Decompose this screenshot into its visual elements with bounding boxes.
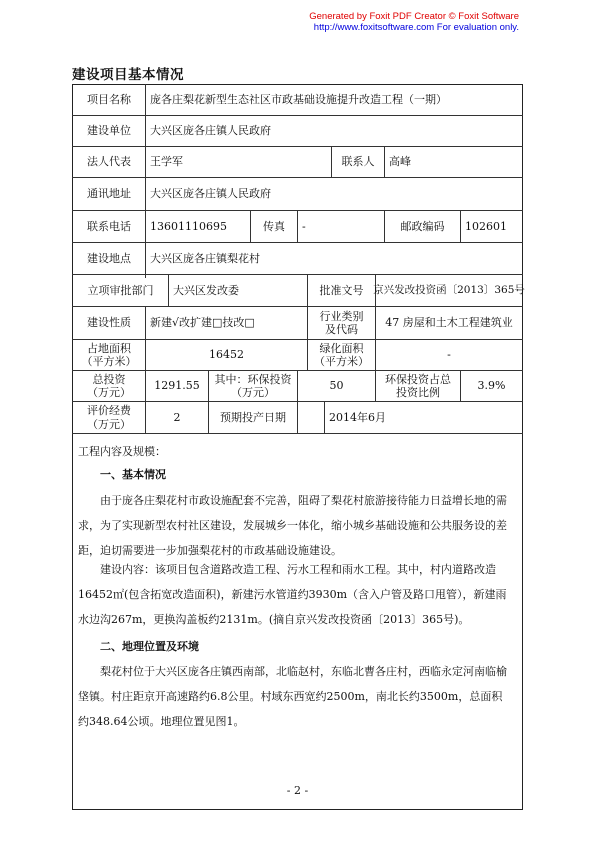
invest-label [73, 371, 145, 401]
project-name-value: 庞各庄梨花新型生态社区市政基础设施提升改造工程（一期） [150, 93, 447, 107]
legal-rep-value: 王学军 [150, 155, 183, 169]
green-label [308, 340, 375, 370]
env-invest-value: 50 [329, 379, 344, 393]
project-name-label: 项目名称 [87, 93, 131, 107]
approval-dept-label: 立项审批部门 [87, 283, 154, 297]
industry-label-line2: 及代码 [325, 323, 358, 336]
nature-label: 建设性质 [87, 316, 131, 330]
legal-rep-label: 法人代表 [87, 155, 131, 169]
nature-value: 新建√改扩建□技改□ [150, 316, 255, 330]
area-label [73, 340, 145, 370]
industry-value: 47 房屋和土木工程建筑业 [385, 316, 513, 330]
industry-label-line1: 行业类别 [319, 309, 364, 323]
fee-label-line2: （万元） [87, 417, 131, 431]
heading-basic-info: 一、基本情况 [100, 468, 166, 481]
site-value: 大兴区庞各庄镇梨花村 [150, 251, 260, 265]
unit-label: 建设单位 [87, 124, 131, 138]
env-invest-label-line2: （万元） [231, 386, 275, 399]
invest-label-line1: 总投资 [92, 372, 126, 386]
industry-label [308, 307, 375, 339]
ratio-value: 3.9% [477, 379, 506, 393]
ratio-label-line1: 环保投资占总 [385, 372, 451, 386]
postcode-value: 102601 [465, 219, 507, 233]
paragraph-location: 梨花村位于大兴区庞各庄镇西南部，北临赵村，东临北曹各庄村，西临永定河南临榆垡镇。村庄距京开高速路约6.8公里。村域东西宽约2500m，南北长约3500m，总面积约348.64公顷。地理位置见图1。 [78, 665, 507, 728]
postcode-label: 邮政编码 [400, 219, 445, 233]
env-invest-label [209, 371, 297, 401]
address-value: 大兴区庞各庄镇人民政府 [150, 187, 271, 201]
area-value: 16452 [209, 348, 244, 362]
content-intro: 工程内容及规模： [78, 445, 166, 458]
page-number: - 2 - [286, 784, 309, 797]
fee-value: 2 [173, 410, 181, 424]
row-divider [72, 433, 523, 434]
contact-label: 联系人 [341, 155, 375, 169]
section-title: 建设项目基本情况 [72, 67, 184, 83]
ratio-label [376, 371, 460, 401]
fee-label [73, 402, 145, 433]
area-label-line2: （平方米） [81, 355, 137, 368]
green-label-line2: （平方米） [314, 355, 369, 368]
phone-value: 13601110695 [150, 219, 227, 233]
site-label: 建设地点 [87, 251, 131, 265]
contact-value: 高峰 [389, 155, 411, 169]
address-label: 通讯地址 [87, 187, 131, 201]
area-label-line1: 占地面积 [87, 341, 131, 355]
ratio-label-line2: 投资比例 [396, 386, 440, 399]
paragraph-basic-info: 由于庞各庄梨花村市政设施配套不完善，阻碍了梨花村旅游接待能力日益增长地的需求，为了实现新型农村社区建设，发展城乡一体化，缩小城乡基础设施和公共服务设的差距，迫切需要进一步加强梨花村的市政基础设施建设。 [78, 494, 507, 557]
phone-label: 联系电话 [87, 219, 131, 233]
approval-no-label: 批准文号 [319, 283, 364, 297]
watermark-line2: http://www.foxitsoftware.com For evaluation only. [313, 22, 519, 33]
fee-label-line1: 评价经费 [87, 404, 131, 418]
date-label: 预期投产日期 [220, 410, 286, 424]
paragraph-construction-content: 建设内容：该项目包含道路改造工程、污水工程和雨水工程。其中，村内道路改造16452㎡(包含拓宽改造面积)，新建污水管道约3930m（含入户管及路口甩管），新建雨水边沟267m，更换沟盖板约2131m。(摘自京兴发改投资函〔2013〕365号)。 [78, 563, 507, 626]
env-invest-label-line1: 其中：环保投资 [214, 372, 292, 386]
watermark-line1: Generated by Foxit PDF Creator © Foxit Software [309, 11, 519, 22]
approval-no-value: 京兴发改投资函〔2013〕365号 [373, 284, 525, 297]
invest-label-line2: （万元） [87, 386, 131, 399]
approval-dept-value: 大兴区发改委 [173, 283, 239, 297]
invest-value: 1291.55 [154, 379, 200, 393]
heading-location: 二、地理位置及环境 [100, 640, 199, 653]
unit-value: 大兴区庞各庄镇人民政府 [150, 124, 271, 138]
green-label-line1: 绿化面积 [319, 341, 364, 355]
fax-value: - [302, 219, 306, 233]
date-value: 2014年6月 [329, 410, 386, 424]
fax-label: 传真 [263, 219, 285, 233]
green-value: - [447, 348, 451, 362]
